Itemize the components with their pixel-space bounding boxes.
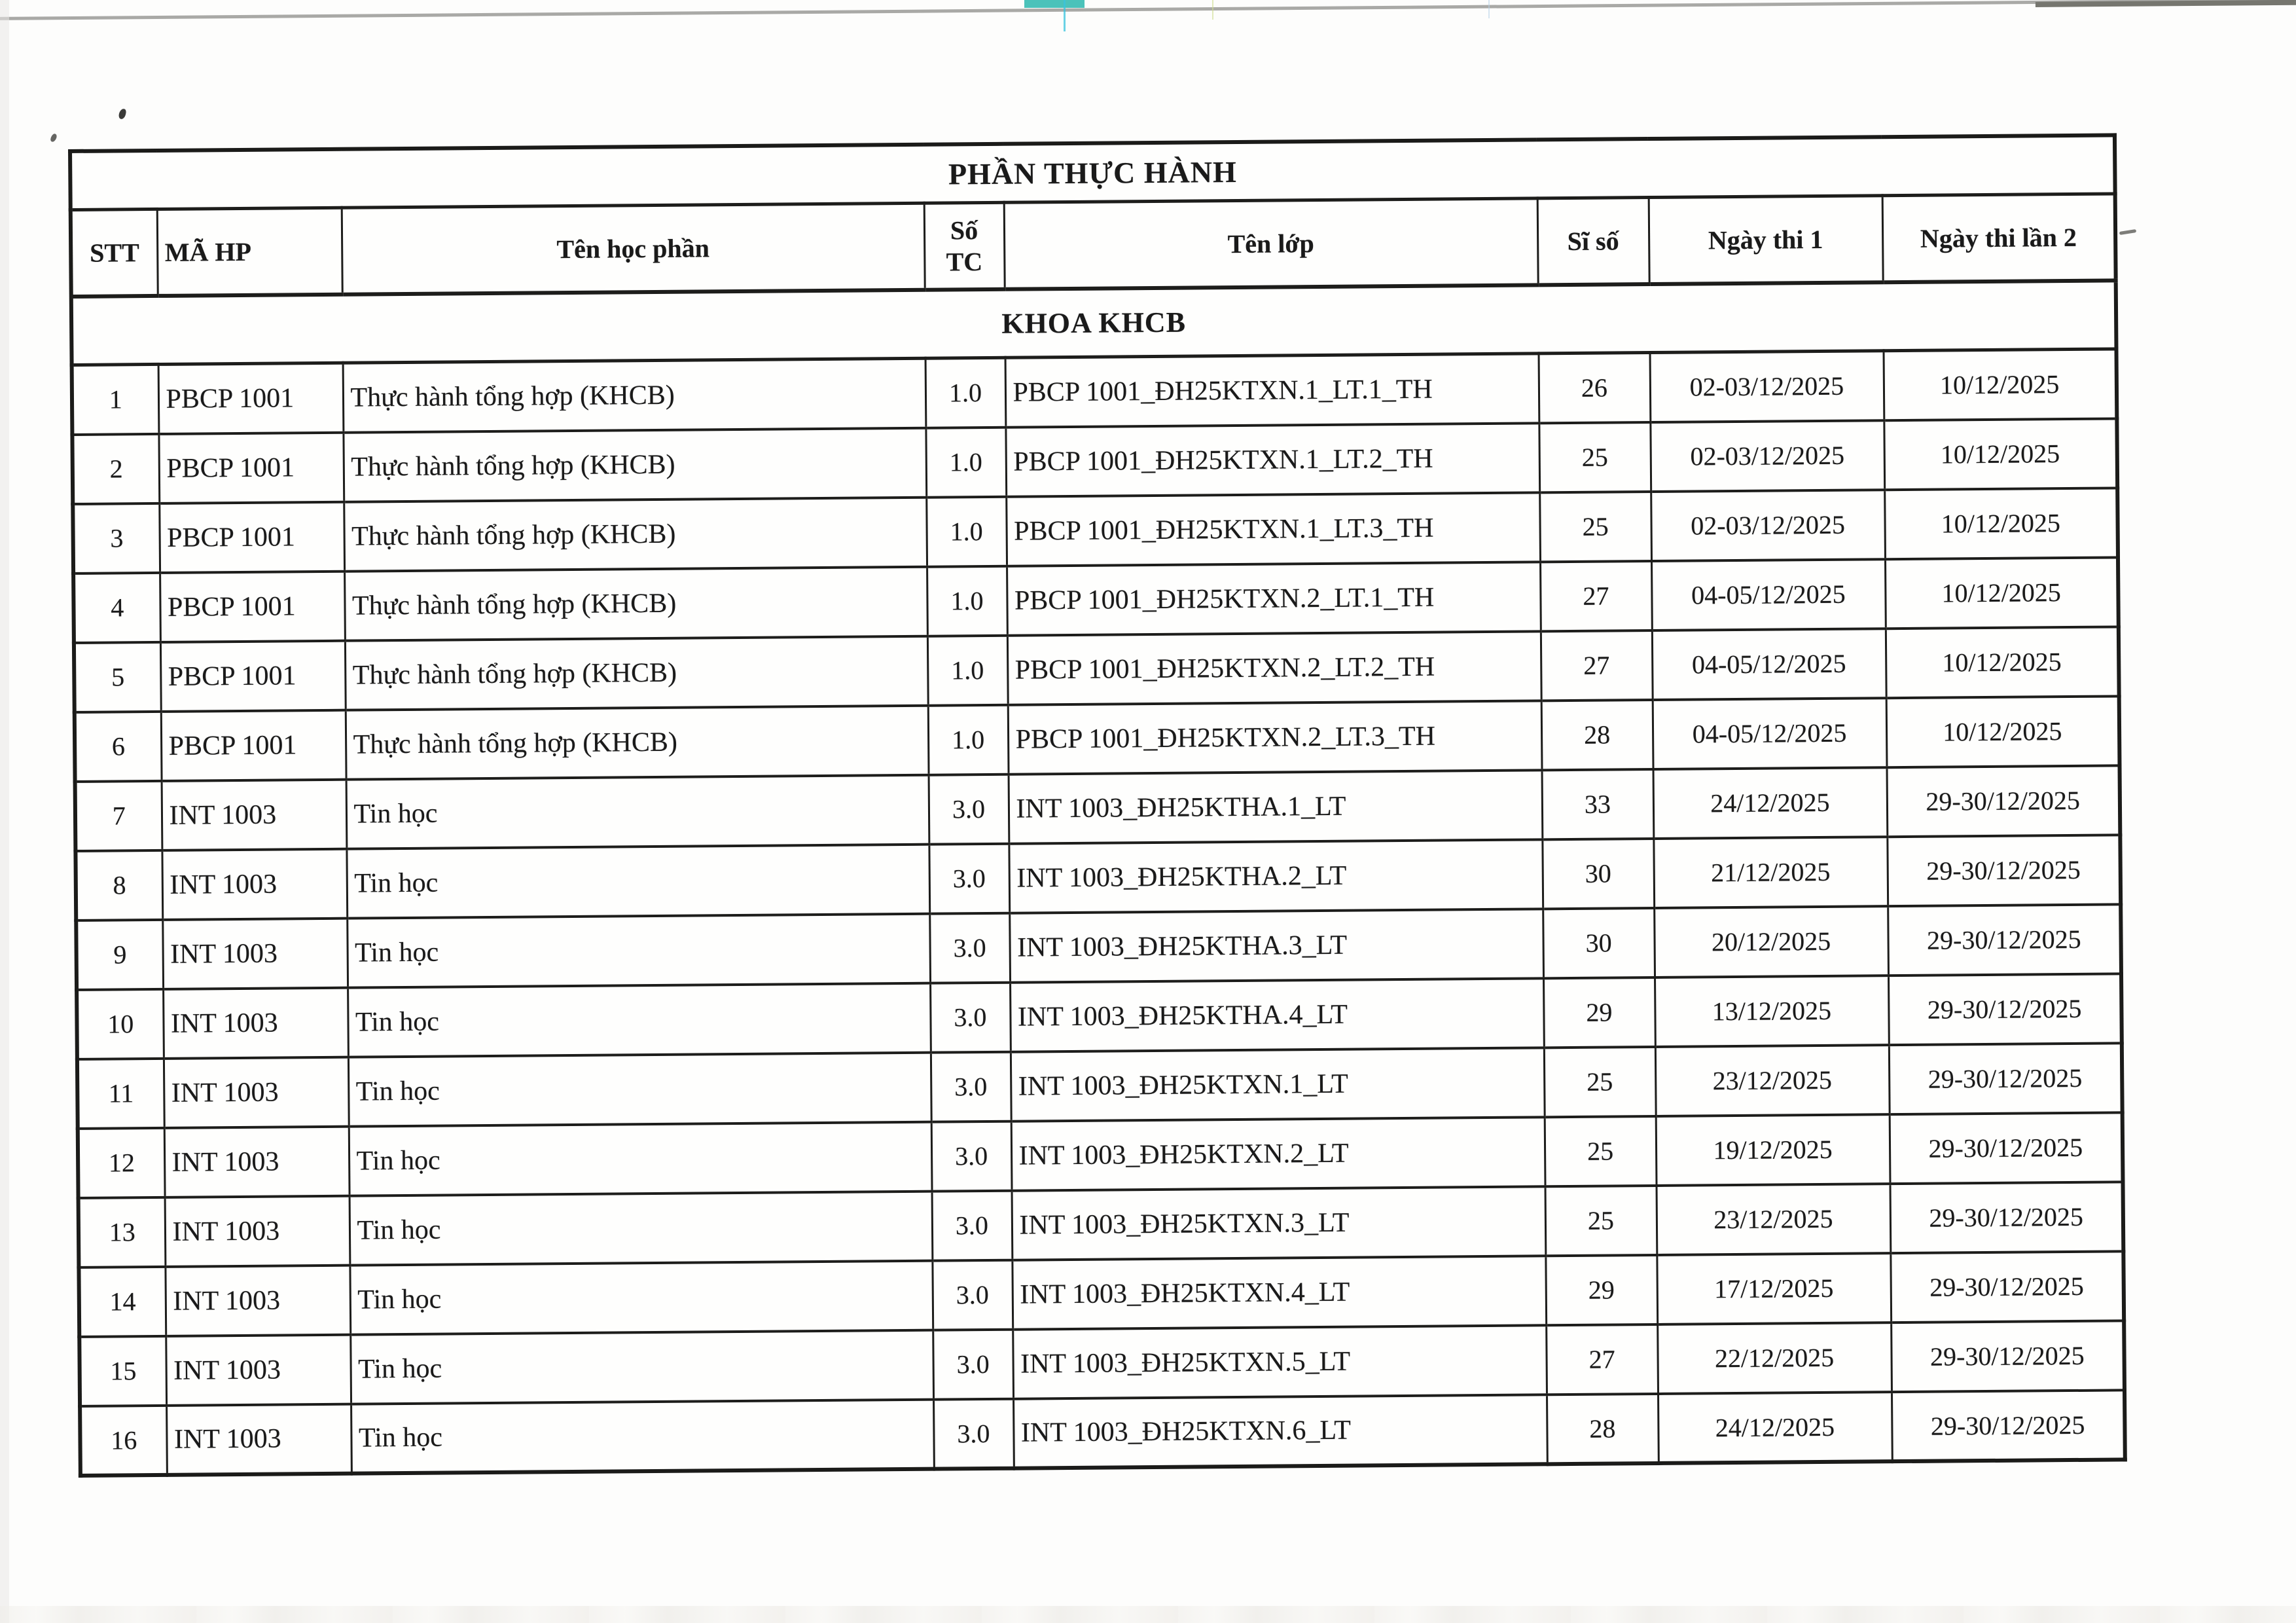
cell-so-tc: 1.0	[927, 566, 1007, 636]
cell-si-so: 25	[1539, 422, 1651, 492]
cell-ngay-thi-1: 04-05/12/2025	[1652, 629, 1886, 700]
cell-stt: 12	[78, 1127, 165, 1197]
cell-si-so: 33	[1542, 769, 1654, 839]
cell-ngay-thi-2: 29-30/12/2025	[1890, 1182, 2123, 1253]
cell-ten-lop: INT 1003_ĐH25KTHA.1_LT	[1009, 770, 1543, 843]
cell-stt: 10	[77, 989, 164, 1059]
cell-ngay-thi-2: 29-30/12/2025	[1887, 835, 2121, 906]
cell-ten-lop: PBCP 1001_ĐH25KTXN.2_LT.3_TH	[1008, 701, 1542, 774]
exam-schedule-table	[68, 133, 2127, 1477]
scan-artifact-teal	[1024, 0, 1085, 8]
cell-ma-hp: PBCP 1001	[160, 571, 345, 642]
cell-so-tc: 3.0	[933, 1329, 1013, 1399]
cell-si-so: 25	[1539, 492, 1651, 562]
cell-ten-lop: INT 1003_ĐH25KTHA.3_LT	[1009, 909, 1543, 982]
col-header-so-tc	[924, 202, 1005, 289]
cell-ten-lop: PBCP 1001_ĐH25KTXN.1_LT.2_TH	[1005, 423, 1539, 496]
scan-left-edge-shade	[0, 0, 9, 1623]
cell-ngay-thi-1: 04-05/12/2025	[1651, 559, 1886, 630]
col-header-ten-hoc-phan: Tên học phần	[342, 203, 925, 294]
exam-schedule-table-wrap	[68, 133, 2123, 1477]
cell-si-so: 30	[1543, 908, 1655, 978]
col-header-stt: STT	[71, 209, 158, 297]
cell-ngay-thi-2: 10/12/2025	[1886, 696, 2120, 767]
cell-ngay-thi-1: 20/12/2025	[1654, 906, 1888, 977]
cell-ten-hoc-phan: Tin học	[350, 1260, 933, 1334]
cell-so-tc: 3.0	[929, 913, 1010, 983]
section-header: KHOA KHCB	[71, 280, 2117, 365]
cell-ten-lop: INT 1003_ĐH25KTXN.6_LT	[1013, 1395, 1547, 1468]
scan-ink-speck	[118, 108, 127, 120]
cell-ten-hoc-phan: Tin học	[350, 1330, 933, 1404]
scan-artifact-hairline	[1212, 0, 1213, 20]
cell-ten-lop: INT 1003_ĐH25KTXN.3_LT	[1012, 1186, 1546, 1260]
page-title: PHẦN THỰC HÀNH	[70, 135, 2115, 210]
scan-edge-dark-segment	[2036, 0, 2296, 7]
cell-ten-lop: PBCP 1001_ĐH25KTXN.1_LT.3_TH	[1006, 492, 1540, 566]
cell-ten-lop: INT 1003_ĐH25KTHA.4_LT	[1010, 978, 1544, 1051]
cell-ngay-thi-2: 10/12/2025	[1886, 627, 2119, 698]
cell-ngay-thi-2: 29-30/12/2025	[1886, 765, 2120, 837]
cell-ten-hoc-phan: Tin học	[349, 1122, 932, 1195]
cell-stt: 8	[75, 850, 162, 920]
cell-ngay-thi-2: 10/12/2025	[1884, 349, 2117, 420]
cell-ten-lop: INT 1003_ĐH25KTXN.2_LT	[1011, 1117, 1545, 1190]
col-header-ngay-thi-1: Ngày thi 1	[1649, 196, 1883, 284]
cell-ten-lop: INT 1003_ĐH25KTXN.5_LT	[1013, 1325, 1547, 1398]
cell-ten-hoc-phan: Thực hành tổng hợp (KHCB)	[344, 497, 927, 571]
cell-ten-hoc-phan: Thực hành tổng hợp (KHCB)	[344, 566, 927, 640]
scan-bottom-noise	[0, 1606, 2296, 1623]
cell-si-so: 29	[1543, 977, 1655, 1048]
cell-so-tc: 3.0	[931, 1051, 1011, 1122]
cell-si-so: 29	[1545, 1254, 1657, 1324]
cell-ten-hoc-phan: Thực hành tổng hợp (KHCB)	[343, 358, 926, 432]
cell-ngay-thi-1: 24/12/2025	[1653, 767, 1888, 839]
cell-stt: 15	[79, 1336, 166, 1406]
col-header-ten-lop: Tên lớp	[1004, 198, 1538, 289]
cell-stt: 3	[73, 503, 160, 573]
col-header-si-so: Sĩ số	[1537, 198, 1649, 285]
cell-ten-hoc-phan: Thực hành tổng hợp (KHCB)	[345, 636, 928, 710]
cell-ngay-thi-2: 29-30/12/2025	[1889, 1043, 2123, 1114]
cell-stt: 11	[77, 1058, 164, 1128]
cell-ma-hp: PBCP 1001	[159, 501, 344, 572]
cell-stt: 1	[72, 364, 159, 434]
cell-si-so: 28	[1541, 700, 1653, 770]
cell-so-tc: 3.0	[929, 774, 1009, 844]
cell-ten-lop: INT 1003_ĐH25KTHA.2_LT	[1009, 839, 1543, 913]
cell-ma-hp: INT 1003	[166, 1334, 351, 1405]
cell-ma-hp: INT 1003	[166, 1404, 351, 1474]
cell-si-so: 25	[1545, 1185, 1657, 1255]
col-header-ma-hp: MÃ HP	[157, 208, 342, 296]
cell-so-tc: 1.0	[926, 496, 1007, 566]
cell-ma-hp: INT 1003	[165, 1265, 350, 1336]
cell-so-tc: 1.0	[927, 635, 1008, 705]
cell-stt: 6	[75, 711, 162, 781]
cell-si-so: 25	[1545, 1116, 1657, 1186]
cell-ngay-thi-2: 10/12/2025	[1884, 418, 2117, 490]
cell-ten-hoc-phan: Tin học	[347, 913, 930, 987]
cell-si-so: 27	[1541, 630, 1653, 701]
cell-ngay-thi-1: 24/12/2025	[1658, 1392, 1892, 1463]
cell-stt: 9	[76, 919, 163, 989]
cell-so-tc: 3.0	[931, 1121, 1012, 1191]
cell-ngay-thi-2: 10/12/2025	[1885, 557, 2119, 629]
cell-ngay-thi-1: 02-03/12/2025	[1651, 490, 1885, 561]
cell-ngay-thi-1: 23/12/2025	[1657, 1184, 1891, 1255]
cell-ngay-thi-1: 22/12/2025	[1657, 1322, 1892, 1394]
scan-edge-line	[0, 0, 2296, 20]
cell-ngay-thi-1: 19/12/2025	[1656, 1114, 1890, 1186]
cell-ten-hoc-phan: Thực hành tổng hợp (KHCB)	[343, 428, 926, 501]
cell-si-so: 26	[1539, 353, 1651, 423]
cell-ma-hp: INT 1003	[164, 1126, 350, 1197]
cell-ngay-thi-2: 29-30/12/2025	[1888, 974, 2122, 1045]
scan-ink-speck	[50, 133, 58, 143]
cell-ngay-thi-2: 29-30/12/2025	[1888, 904, 2121, 976]
cell-ngay-thi-1: 13/12/2025	[1655, 976, 1889, 1047]
scan-ink-dash	[2119, 229, 2136, 235]
cell-ngay-thi-1: 23/12/2025	[1655, 1045, 1890, 1116]
scan-artifact-cyan-line	[1064, 0, 1066, 31]
cell-ten-lop: PBCP 1001_ĐH25KTXN.2_LT.2_TH	[1007, 631, 1541, 704]
cell-ngay-thi-2: 29-30/12/2025	[1890, 1112, 2123, 1184]
cell-ma-hp: INT 1003	[162, 918, 348, 989]
so-tc-line-1: Số	[950, 215, 978, 246]
cell-ten-hoc-phan: Tin học	[348, 983, 931, 1057]
cell-ten-lop: INT 1003_ĐH25KTXN.4_LT	[1012, 1256, 1546, 1329]
cell-ma-hp: INT 1003	[162, 779, 347, 850]
cell-ngay-thi-2: 29-30/12/2025	[1892, 1390, 2125, 1461]
cell-so-tc: 1.0	[925, 357, 1006, 428]
cell-ngay-thi-2: 29-30/12/2025	[1891, 1321, 2125, 1392]
exam-table-body	[72, 349, 2125, 1475]
cell-ten-lop: INT 1003_ĐH25KTXN.1_LT	[1011, 1048, 1545, 1121]
cell-so-tc: 1.0	[925, 427, 1006, 497]
cell-si-so: 25	[1544, 1046, 1656, 1116]
cell-ma-hp: PBCP 1001	[161, 710, 346, 780]
cell-ten-hoc-phan: Tin học	[351, 1399, 934, 1473]
cell-ten-hoc-phan: Tin học	[346, 844, 929, 918]
cell-stt: 4	[73, 572, 160, 642]
cell-ma-hp: PBCP 1001	[160, 640, 346, 711]
cell-ngay-thi-1: 02-03/12/2025	[1650, 351, 1884, 422]
table-header-row	[71, 194, 2116, 297]
cell-so-tc: 3.0	[932, 1190, 1013, 1260]
cell-ngay-thi-2: 29-30/12/2025	[1890, 1251, 2124, 1322]
cell-si-so: 27	[1540, 561, 1652, 631]
cell-si-so: 27	[1546, 1324, 1658, 1394]
cell-ma-hp: INT 1003	[165, 1195, 350, 1266]
col-header-ngay-thi-lan-2: Ngày thi lần 2	[1882, 194, 2116, 282]
cell-so-tc: 3.0	[930, 982, 1011, 1052]
cell-ngay-thi-2: 10/12/2025	[1884, 488, 2118, 559]
cell-ten-hoc-phan: Thực hành tổng hợp (KHCB)	[346, 705, 929, 779]
cell-si-so: 28	[1547, 1393, 1659, 1463]
cell-ma-hp: PBCP 1001	[158, 363, 344, 433]
cell-stt: 7	[75, 780, 162, 850]
cell-so-tc: 1.0	[928, 704, 1009, 775]
cell-ngay-thi-1: 04-05/12/2025	[1653, 698, 1887, 769]
cell-ten-hoc-phan: Tin học	[348, 1052, 931, 1126]
scan-artifact-hairline	[1488, 0, 1490, 18]
cell-ngay-thi-1: 21/12/2025	[1653, 837, 1888, 908]
cell-ma-hp: INT 1003	[164, 1057, 349, 1127]
cell-stt: 5	[74, 642, 161, 712]
cell-ngay-thi-1: 02-03/12/2025	[1650, 420, 1884, 492]
cell-ngay-thi-1: 17/12/2025	[1657, 1253, 1891, 1324]
cell-stt: 13	[79, 1197, 166, 1267]
cell-stt: 14	[79, 1266, 166, 1336]
so-tc-line-2: TC	[946, 246, 983, 276]
cell-ten-hoc-phan: Tin học	[350, 1191, 933, 1265]
cell-so-tc: 3.0	[929, 843, 1009, 913]
cell-ten-lop: PBCP 1001_ĐH25KTXN.1_LT.1_TH	[1005, 354, 1539, 427]
cell-si-so: 30	[1542, 839, 1654, 909]
cell-stt: 2	[72, 433, 159, 503]
cell-so-tc: 3.0	[932, 1260, 1013, 1330]
cell-stt: 16	[80, 1405, 167, 1475]
cell-so-tc: 3.0	[933, 1398, 1014, 1468]
cell-ma-hp: INT 1003	[163, 987, 348, 1058]
cell-ten-hoc-phan: Tin học	[346, 775, 929, 848]
cell-ma-hp: PBCP 1001	[158, 432, 344, 503]
cell-ma-hp: INT 1003	[162, 848, 347, 919]
cell-ten-lop: PBCP 1001_ĐH25KTXN.2_LT.1_TH	[1007, 562, 1541, 635]
